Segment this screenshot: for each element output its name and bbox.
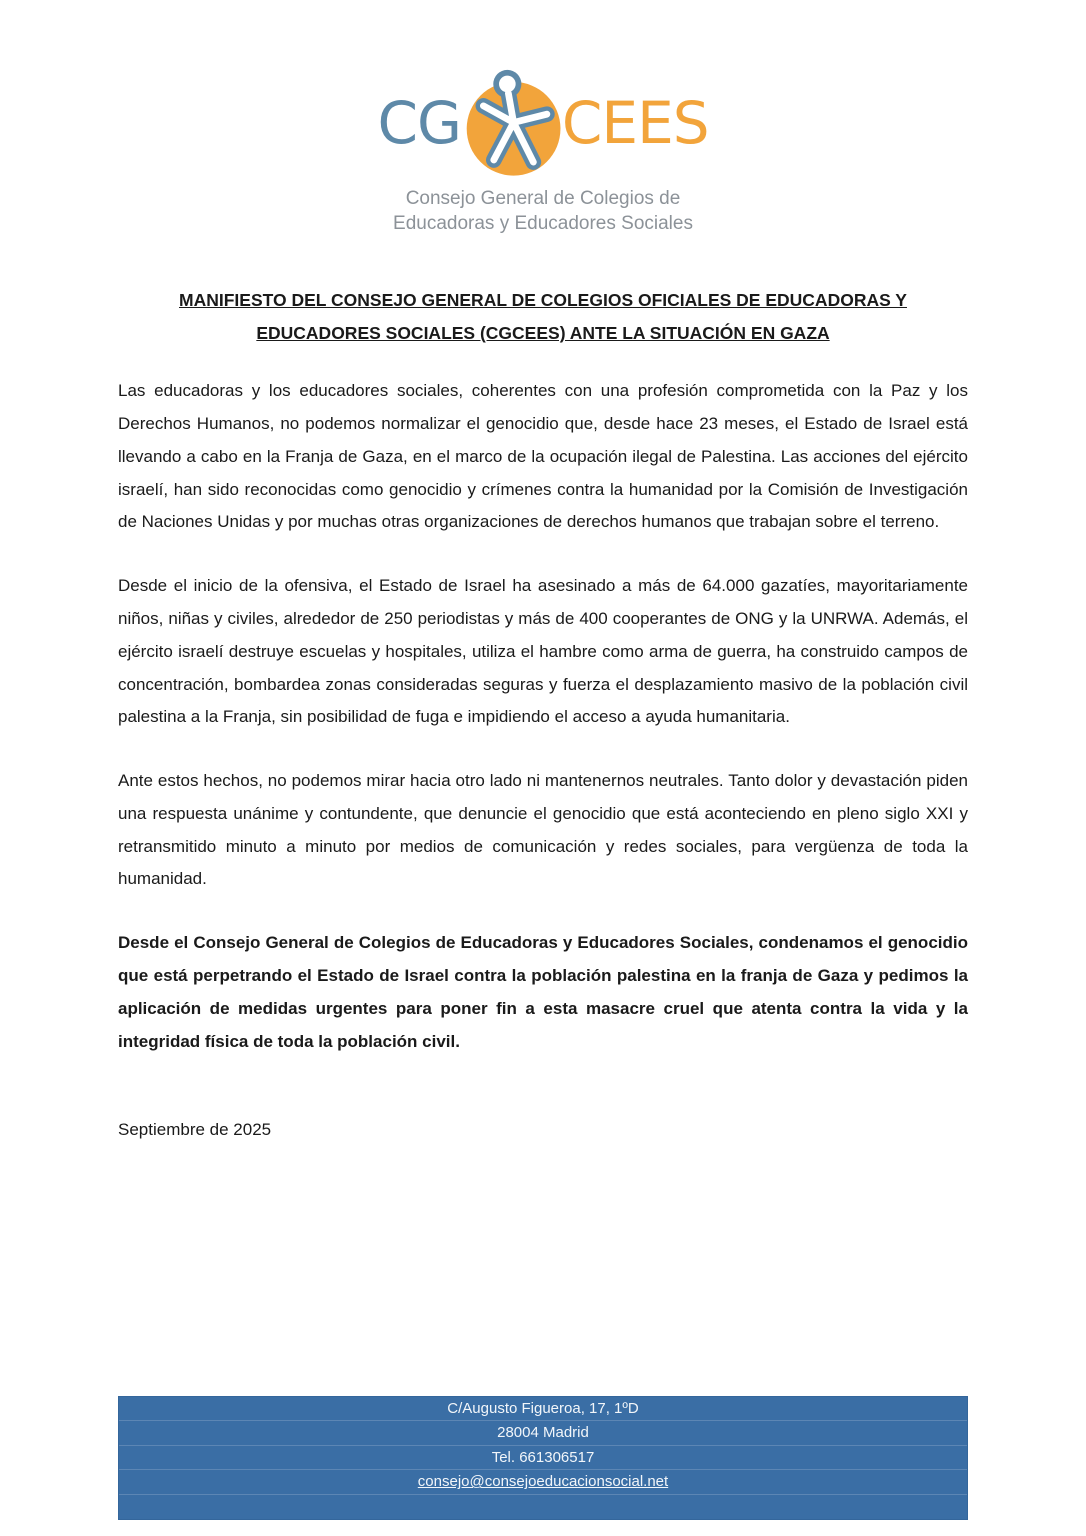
document-title-line1: MANIFIESTO DEL CONSEJO GENERAL DE COLEGIOS OFICIALES DE EDUCADORAS Y (179, 290, 907, 311)
document-title (118, 284, 968, 349)
document-title-line2: EDUCADORES SOCIALES (CGCEES) ANTE LA SITUACIÓN EN GAZA (256, 322, 830, 343)
logo-cg-text: CG (377, 88, 461, 157)
date-line: Septiembre de 2025 (118, 1120, 272, 1140)
footer-empty-row (119, 1495, 967, 1520)
logo-tagline-line2: Educadoras y Educadores Sociales (393, 212, 693, 234)
logo-cees-text: CEES (561, 88, 709, 157)
person-star-icon (449, 60, 574, 185)
paragraph-2: Desde el inicio de la ofensiva, el Estado de Israel ha asesinado a más de 64.000 gazatíes, mayoritariamente niños, niñas y civiles, alrededor de 250 periodistas y más de 400 cooperantes de ONG y la UNRWA. Además, el ejército israelí destruye escuelas y hospitales, utiliza el hambre como arma de guerra, ha construido campos de concentración, bombardea zonas consideradas seguras y fuerza el desplazamiento masivo de la población civil palestina a la Franja, sin posibilidad de fuga e impidiendo el acceso a ayuda humanitaria. (118, 576, 968, 727)
footer-address (119, 1397, 967, 1422)
footer-city (119, 1421, 967, 1446)
footer-email-row (119, 1470, 967, 1495)
paragraph-3: Ante estos hechos, no podemos mirar hacia otro lado ni mantenernos neutrales. Tanto dolor y devastación piden una respuesta unánime y contundente, que denuncie el genocidio que está aconteciendo en pleno siglo XXI y retransmitido minuto a minuto por medios de comunicación y redes sociales, para vergüenza de toda la humanidad. (118, 771, 968, 889)
footer-phone (119, 1446, 967, 1471)
footer-city-text: 28004 Madrid (497, 1424, 589, 1442)
logo (118, 60, 968, 236)
paragraph-1: Las educadoras y los educadores sociales, coherentes con una profesión comprometida con la Paz y los Derechos Humanos, no podemos normalizar el genocidio que, desde hace 23 meses, el Estado de Israel está llevando a cabo en la Franja de Gaza, en el marco de la ocupación ilegal de Palestina. Las acciones del ejército israelí, han sido reconocidas como genocidio y crímenes contra la humanidad por la Comisión de Investigación de Naciones Unidas y por muchas otras organizaciones de derechos humanos que trabajan sobre el terreno. (118, 381, 968, 532)
footer-contact-block (118, 1396, 968, 1521)
logo-tagline-line1: Consejo General de Colegios de (405, 188, 681, 209)
footer-address-text: C/Augusto Figueroa, 17, 1ºD (447, 1399, 639, 1417)
footer-email-link[interactable]: consejo@consejoeducacionsocial.net (417, 1473, 669, 1491)
footer-phone-text: Tel. 661306517 (491, 1448, 595, 1466)
paragraph-4-condemnation: Desde el Consejo General de Colegios de Educadoras y Educadores Sociales, condenamos el genocidio que está perpetrando el Estado de Israel contra la población palestina en la franja de Gaza y pedimos la aplicación de medidas urgentes para poner fin a esta masacre cruel que atenta contra la vida y la integridad física de toda la población civil. (118, 933, 968, 1051)
logo-tagline (118, 187, 968, 236)
document-body (118, 375, 968, 1140)
